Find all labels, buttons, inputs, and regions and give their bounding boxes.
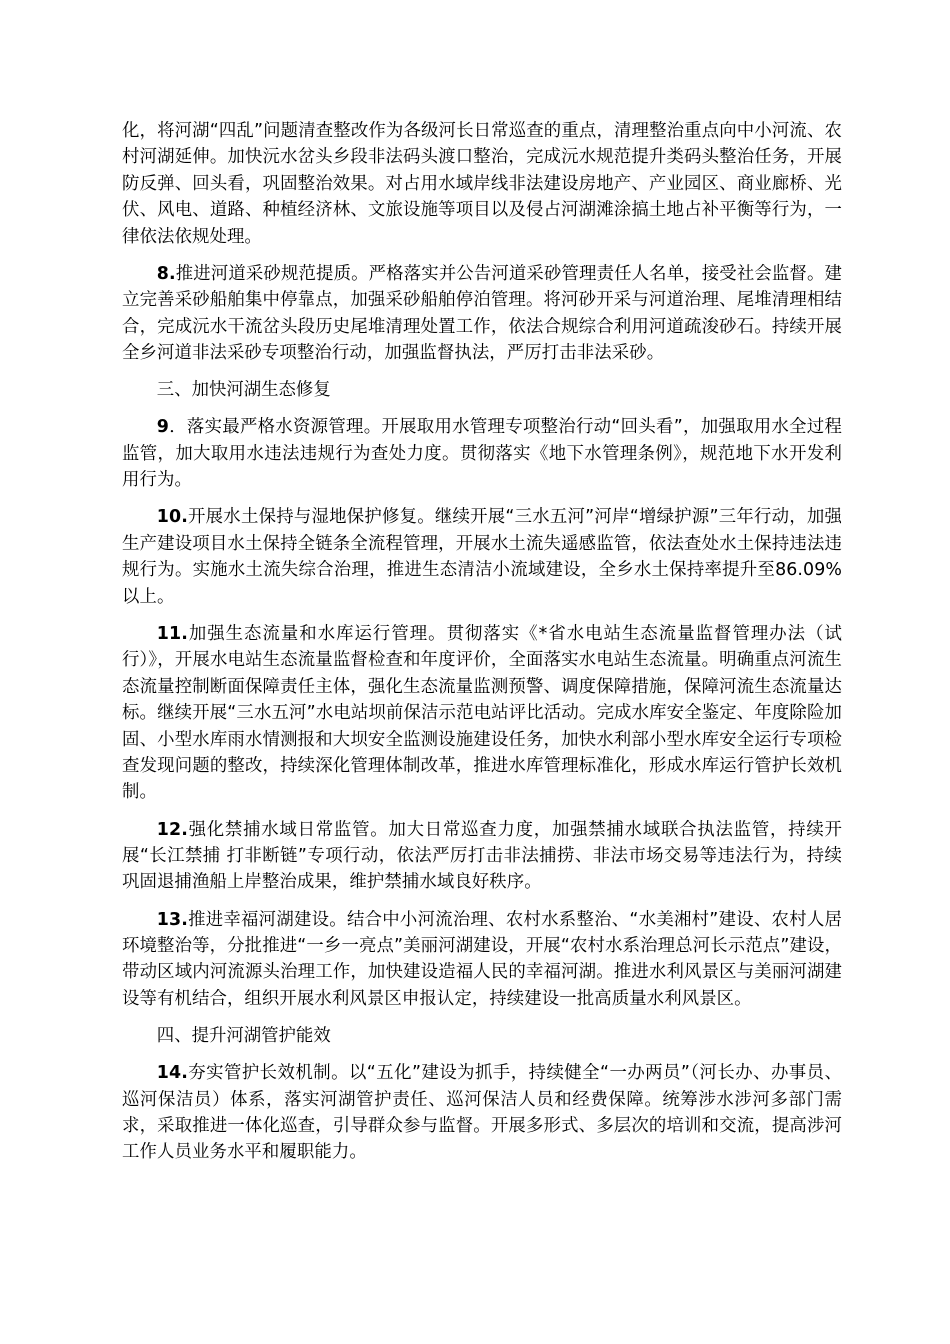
paragraph-text: 化，将河湖“四乱”问题清查整改作为各级河长日常巡查的重点，清理整治重点向中小河流、农村河湖延伸。加快沅水岔头乡段非法码头渡口整治，完成沅水规范提升类码头整治任务，开展防反弹、回头看，巩固整治效果。对占用水域岸线非法建设房地产、产业园区、商业廊桥、光伏、风电、道路、种植经济林、文旅设施等项目以及侵占河湖滩涂搞土地占补平衡等行为，一律依法依规处理。 [122,121,842,247]
paragraph-item-13 [122,907,842,1013]
heading-text: 四、提升河湖管护能效 [156,1025,331,1046]
item-number: 14. [156,1063,188,1084]
paragraph-text: 强化禁捕水域日常监管。加大日常巡查力度，加强禁捕水域联合执法监管，持续开展“长江禁捕 打非断链”专项行动，依法严厉打击非法捕捞、非法市场交易等违法行为，持续巩固退捕渔船上岸整治成果，维护禁捕水域良好秩序。 [122,819,842,893]
paragraph-item-12 [122,817,842,896]
item-number: 10. [156,507,188,528]
paragraph-item-10 [122,504,842,610]
paragraph-text: ．落实最严格水资源管理。开展取用水管理专项整治行动“回头看”，加强取用水全过程监管，加大取用水违法违规行为查处力度。贯彻落实《地下水管理条例》，规范地下水开发利用行为。 [122,417,842,491]
paragraph-item-11 [122,621,842,806]
item-number: 12. [156,819,188,840]
item-number: 8. [156,263,176,284]
paragraph-text: 加强生态流量和水库运行管理。贯彻落实《*省水电站生态流量监督管理办法（试行）》，开展水电站生态流量监督检查和年度评价，全面落实水电站生态流量。明确重点河流生态流量控制断面保障责任主体，强化生态流量监测预警、调度保障措施，保障河流生态流量达标。继续开展“三水五河”水电站坝前保洁示范电站评比活动。完成水库安全鉴定、年度除险加固、小型水库雨水情测报和大坝安全监测设施建设任务，加快水利部小型水库安全运行专项检查发现问题的整改，持续深化管理体制改革，推进水库管理标准化，形成水库运行管护长效机制。 [122,623,842,803]
paragraph-text: 推进幸福河湖建设。结合中小河流治理、农村水系整治、“水美湘村”建设、农村人居环境整治等，分批推进“一乡一亮点”美丽河湖建设，开展“农村水系治理总河长示范点”建设，带动区域内河流源头治理工作，加快建设造福人民的幸福河湖。推进水利风景区与美丽河湖建设等有机结合，组织开展水利风景区申报认定，持续建设一批高质量水利风景区。 [122,909,842,1009]
paragraph-continuation [122,118,842,250]
paragraph-text: 夯实管护长效机制。以“五化”建设为抓手，持续健全“一办两员”（河长办、办事员、巡河保洁员）体系，落实河湖管护责任、巡河保洁人员和经费保障。统筹涉水涉河多部门需求，采取推进一体化巡查，引导群众参与监督。开展多形式、多层次的培训和交流，提高涉河工作人员业务水平和履职能力。 [122,1063,842,1163]
item-number: 11. [156,623,188,644]
heading-text: 三、加快河湖生态修复 [156,380,331,401]
section-heading-4 [122,1023,842,1049]
paragraph-text: 推进河道采砂规范提质。严格落实并公告河道采砂管理责任人名单，接受社会监督。建立完善采砂船舶集中停靠点，加强采砂船舶停泊管理。将河砂开采与河道治理、尾堆清理相结合，完成沅水干流岔头段历史尾堆清理处置工作，依法合规综合利用河道疏浚砂石。持续开展全乡河道非法采砂专项整治行动，加强监督执法，严厉打击非法采砂。 [122,263,842,364]
paragraph-item-14 [122,1060,842,1166]
item-number: 9 [156,417,169,438]
paragraph-item-8 [122,261,842,367]
section-heading-3 [122,377,842,403]
paragraph-item-9 [122,414,842,493]
item-number: 13. [156,909,188,930]
paragraph-text: 开展水土保持与湿地保护修复。继续开展“三水五河”河岸“增绿护源”三年行动，加强生产建设项目水土保持全链条全流程管理，开展水土流失遥感监管，依法查处水土保持违法违规行为。实施水土流失综合治理，推进生态清洁小流域建设，全乡水土保持率提升至86.09%以上。 [122,507,842,607]
document-page [122,118,842,1177]
